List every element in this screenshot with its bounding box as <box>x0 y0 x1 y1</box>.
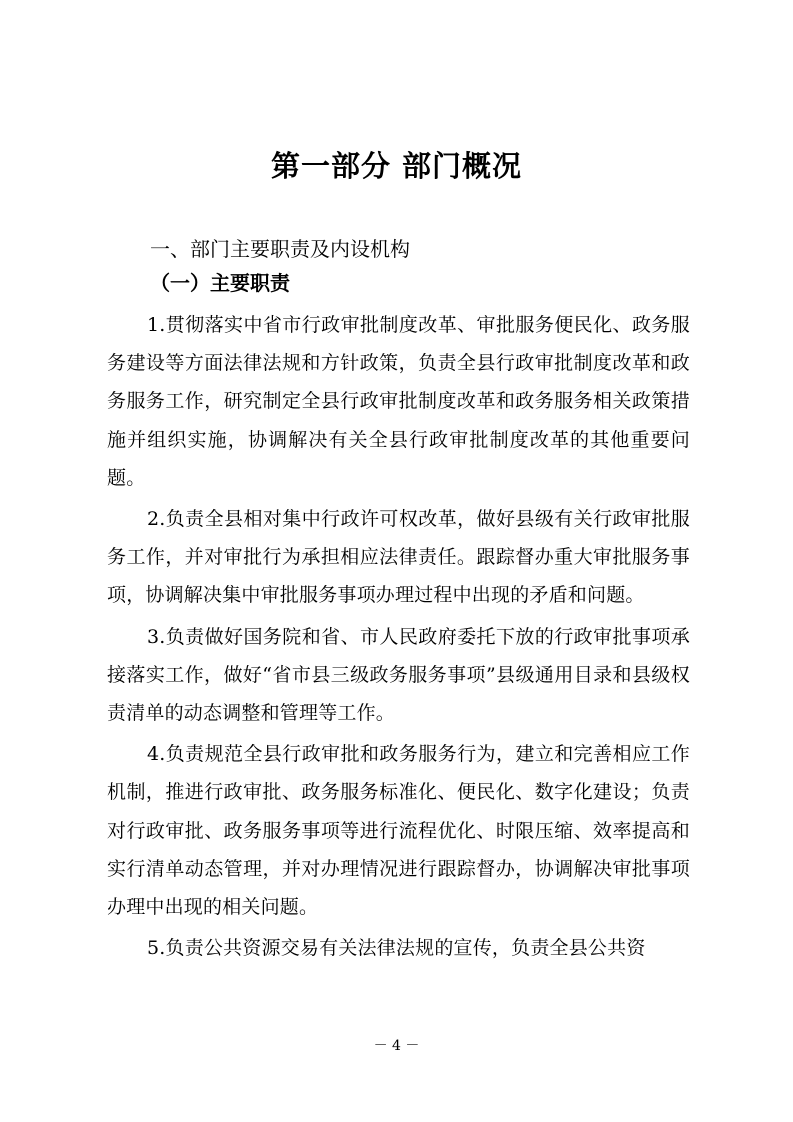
paragraph-4: 4.负责规范全县行政审批和政务服务行为，建立和完善相应工作机制，推进行政审批、政务服务标准化、便民化、数字化建设；负责对行政审批、政务服务事项等进行流程优化、时限压缩、效率提高和实行清单动态管理，并对办理情况进行跟踪督办，协调解决审批事项办理中出现的相关问题。 <box>107 743 690 919</box>
page-title: 第一部分 部门概况 <box>270 149 523 183</box>
page-number: － 4 － <box>373 1038 420 1054</box>
paragraph-2: 2.负责全县相对集中行政许可权改革，做好县级有关行政审批服务工作，并对审批行为承担相应法律责任。跟踪督办重大审批服务事项，协调解决集中审批服务事项办理过程中出现的矛盾和问题。 <box>107 508 690 607</box>
paragraph-1: 1.贯彻落实中省市行政审批制度改革、审批服务便民化、政务服务建设等方面法律法规和方针政策，负责全县行政审批制度改革和政务服务工作，研究制定全县行政审批制度改革和政务服务相关政策措施并组织实施，协调解决有关全县行政审批制度改革的其他重要问题。 <box>107 314 690 489</box>
body-text <box>107 306 690 967</box>
paragraph-5: 5.负责公共资源交易有关法律法规的宣传，负责全县公共资 <box>147 937 646 960</box>
section-heading: 一、部门主要职责及内设机构 <box>150 237 410 261</box>
subsection-heading: （一）主要职责 <box>150 271 290 295</box>
paragraph-3: 3.负责做好国务院和省、市人民政府委托下放的行政审批事项承接落实工作，做好“省市县三级政务服务事项”县级通用目录和县级权责清单的动态调整和管理等工作。 <box>107 625 690 725</box>
